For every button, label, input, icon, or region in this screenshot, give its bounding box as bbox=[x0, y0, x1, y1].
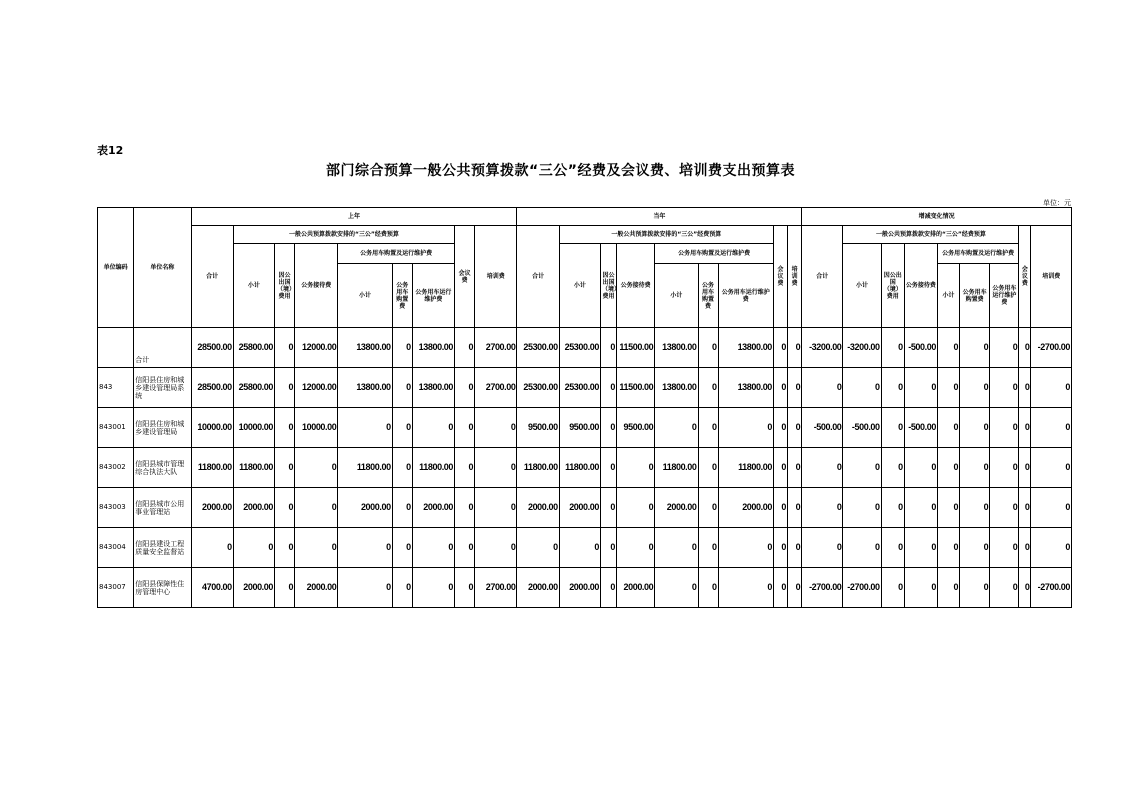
amount-cell: 0 bbox=[937, 408, 959, 448]
amount-cell: 0 bbox=[455, 408, 475, 448]
amount-cell: 0 bbox=[990, 328, 1019, 368]
amount-cell: 0 bbox=[843, 448, 881, 488]
amount-cell: -2700.00 bbox=[802, 568, 843, 608]
cur-training-header: 培训费 bbox=[788, 226, 802, 328]
amount-cell: 0 bbox=[412, 528, 454, 568]
chg-three-public-header: 一般公共预算拨款安排的“三公”经费预算 bbox=[843, 226, 1019, 244]
amount-cell: 0 bbox=[392, 328, 412, 368]
amount-cell: 0 bbox=[881, 368, 904, 408]
prev-vehicle-operation-header: 公务用车运行维护费 bbox=[412, 264, 454, 328]
prev-vehicle-header: 公务用车购置及运行维护费 bbox=[338, 244, 455, 264]
amount-cell: 0 bbox=[338, 528, 392, 568]
amount-cell: 0 bbox=[960, 568, 990, 608]
amount-cell: 25300.00 bbox=[559, 328, 600, 368]
unit-code-cell: 843001 bbox=[98, 408, 134, 448]
amount-cell: 12000.00 bbox=[295, 328, 338, 368]
amount-cell: 0 bbox=[960, 408, 990, 448]
amount-cell: 0 bbox=[1019, 488, 1031, 528]
chg-vehicle-purchase-header: 公务用车购置费 bbox=[960, 264, 990, 328]
unit-code-cell: 843003 bbox=[98, 488, 134, 528]
amount-cell: 25800.00 bbox=[233, 368, 274, 408]
unit-code-cell: 843002 bbox=[98, 448, 134, 488]
amount-cell: 0 bbox=[881, 448, 904, 488]
amount-cell: 25800.00 bbox=[233, 328, 274, 368]
amount-cell: 0 bbox=[904, 448, 937, 488]
amount-cell: 12000.00 bbox=[295, 368, 338, 408]
unit-name-cell: 信阳县城市公用事业管理站 bbox=[134, 488, 191, 528]
amount-cell: 0 bbox=[1019, 528, 1031, 568]
amount-cell: 0 bbox=[788, 368, 802, 408]
unit-code-cell: 843004 bbox=[98, 528, 134, 568]
amount-cell: 2000.00 bbox=[191, 488, 233, 528]
amount-cell: 11800.00 bbox=[233, 448, 274, 488]
amount-cell: 13800.00 bbox=[338, 368, 392, 408]
amount-cell: 0 bbox=[788, 568, 802, 608]
amount-cell: 0 bbox=[881, 528, 904, 568]
amount-cell: 0 bbox=[338, 568, 392, 608]
amount-cell: 0 bbox=[1019, 368, 1031, 408]
amount-cell: 0 bbox=[802, 528, 843, 568]
amount-cell: 0 bbox=[617, 488, 655, 528]
budget-table bbox=[97, 207, 1072, 608]
amount-cell: 28500.00 bbox=[191, 368, 233, 408]
amount-cell: 0 bbox=[655, 568, 698, 608]
amount-cell: 0 bbox=[960, 328, 990, 368]
amount-cell: 0 bbox=[802, 448, 843, 488]
amount-cell: 0 bbox=[773, 568, 787, 608]
amount-cell: 0 bbox=[275, 488, 295, 528]
amount-cell: 0 bbox=[412, 408, 454, 448]
amount-cell: 0 bbox=[904, 488, 937, 528]
amount-cell: 11800.00 bbox=[517, 448, 559, 488]
amount-cell: 0 bbox=[600, 488, 616, 528]
amount-cell: 0 bbox=[698, 528, 718, 568]
table-row bbox=[98, 408, 1072, 448]
amount-cell: 0 bbox=[1019, 328, 1031, 368]
amount-cell: 0 bbox=[275, 328, 295, 368]
amount-cell: 0 bbox=[295, 528, 338, 568]
amount-cell: 9500.00 bbox=[517, 408, 559, 448]
amount-cell: 0 bbox=[990, 528, 1019, 568]
amount-cell: 0 bbox=[960, 488, 990, 528]
unit-name-cell: 信阳县住房和城乡建设管理局系统 bbox=[134, 368, 191, 408]
amount-cell: -500.00 bbox=[904, 408, 937, 448]
amount-cell: 0 bbox=[990, 568, 1019, 608]
amount-cell: 0 bbox=[392, 488, 412, 528]
unit-name-cell: 信阳县住房和城乡建设管理局 bbox=[134, 408, 191, 448]
unit-name-cell: 合计 bbox=[134, 328, 191, 368]
amount-cell: -2700.00 bbox=[843, 568, 881, 608]
amount-cell: 25300.00 bbox=[517, 328, 559, 368]
amount-cell: 0 bbox=[517, 528, 559, 568]
prev-meeting-header: 会议费 bbox=[455, 226, 475, 328]
amount-cell: 0 bbox=[773, 328, 787, 368]
header-row-sections bbox=[98, 226, 1072, 244]
amount-cell: 0 bbox=[698, 568, 718, 608]
amount-cell: 0 bbox=[455, 568, 475, 608]
amount-cell: 0 bbox=[392, 528, 412, 568]
table-row bbox=[98, 448, 1072, 488]
unit-label: 单位：元 bbox=[1043, 199, 1071, 207]
prev-training-header: 培训费 bbox=[475, 226, 517, 328]
prev-total-header: 合计 bbox=[191, 226, 233, 328]
amount-cell: 0 bbox=[773, 368, 787, 408]
amount-cell: 0 bbox=[275, 528, 295, 568]
prev-subtotal-header: 小计 bbox=[233, 244, 274, 328]
amount-cell: 0 bbox=[600, 368, 616, 408]
amount-cell: 0 bbox=[843, 528, 881, 568]
amount-cell: 0 bbox=[698, 488, 718, 528]
amount-cell: -3200.00 bbox=[802, 328, 843, 368]
amount-cell: -500.00 bbox=[802, 408, 843, 448]
amount-cell: 0 bbox=[937, 488, 959, 528]
chg-abroad-header: 因公出国（境）费用 bbox=[881, 244, 904, 328]
amount-cell: 0 bbox=[990, 448, 1019, 488]
amount-cell: 2000.00 bbox=[617, 568, 655, 608]
unit-name-cell: 信阳县建设工程质量安全监督站 bbox=[134, 528, 191, 568]
table-body bbox=[98, 328, 1072, 608]
amount-cell: 0 bbox=[275, 408, 295, 448]
amount-cell: 2000.00 bbox=[295, 568, 338, 608]
amount-cell: 2000.00 bbox=[559, 488, 600, 528]
cur-reception-header: 公务接待费 bbox=[617, 244, 655, 328]
amount-cell: 0 bbox=[617, 448, 655, 488]
amount-cell: 0 bbox=[788, 448, 802, 488]
amount-cell: 0 bbox=[475, 448, 517, 488]
amount-cell: 0 bbox=[843, 368, 881, 408]
amount-cell: 0 bbox=[937, 448, 959, 488]
amount-cell: 13800.00 bbox=[412, 328, 454, 368]
amount-cell: 0 bbox=[600, 568, 616, 608]
amount-cell: 0 bbox=[392, 448, 412, 488]
amount-cell: 0 bbox=[990, 408, 1019, 448]
amount-cell: 0 bbox=[718, 408, 773, 448]
amount-cell: 2700.00 bbox=[475, 368, 517, 408]
amount-cell: 28500.00 bbox=[191, 328, 233, 368]
amount-cell: 0 bbox=[600, 528, 616, 568]
cur-abroad-header: 因公出国（境）费用 bbox=[600, 244, 616, 328]
amount-cell: 0 bbox=[881, 568, 904, 608]
cur-vehicle-subtotal-header: 小计 bbox=[655, 264, 698, 328]
chg-subtotal-header: 小计 bbox=[843, 244, 881, 328]
amount-cell: 0 bbox=[904, 528, 937, 568]
amount-cell: 9500.00 bbox=[617, 408, 655, 448]
amount-cell: 2000.00 bbox=[517, 488, 559, 528]
amount-cell: 0 bbox=[990, 368, 1019, 408]
amount-cell: 11800.00 bbox=[559, 448, 600, 488]
amount-cell: 0 bbox=[655, 528, 698, 568]
unit-code-cell bbox=[98, 328, 134, 368]
amount-cell: 0 bbox=[802, 488, 843, 528]
amount-cell: 0 bbox=[392, 568, 412, 608]
amount-cell: 0 bbox=[937, 328, 959, 368]
cur-subtotal-header: 小计 bbox=[559, 244, 600, 328]
amount-cell: 0 bbox=[802, 368, 843, 408]
amount-cell: 2000.00 bbox=[655, 488, 698, 528]
amount-cell: 25300.00 bbox=[517, 368, 559, 408]
amount-cell: 0 bbox=[600, 328, 616, 368]
amount-cell: 9500.00 bbox=[559, 408, 600, 448]
unit-name-header: 单位名称 bbox=[134, 208, 191, 328]
amount-cell: 0 bbox=[275, 368, 295, 408]
amount-cell: 0 bbox=[191, 528, 233, 568]
amount-cell: 0 bbox=[338, 408, 392, 448]
amount-cell: 0 bbox=[788, 528, 802, 568]
amount-cell: 0 bbox=[1031, 488, 1072, 528]
amount-cell: 0 bbox=[392, 408, 412, 448]
amount-cell: 13800.00 bbox=[412, 368, 454, 408]
prev-year-header: 上年 bbox=[191, 208, 517, 226]
amount-cell: 0 bbox=[698, 448, 718, 488]
amount-cell: 2000.00 bbox=[559, 568, 600, 608]
amount-cell: 0 bbox=[1031, 448, 1072, 488]
amount-cell: 0 bbox=[1031, 528, 1072, 568]
header-row-subsections bbox=[98, 244, 1072, 264]
amount-cell: 0 bbox=[698, 408, 718, 448]
unit-code-cell: 843007 bbox=[98, 568, 134, 608]
amount-cell: 0 bbox=[773, 408, 787, 448]
amount-cell: 0 bbox=[698, 328, 718, 368]
amount-cell: 13800.00 bbox=[718, 328, 773, 368]
prev-vehicle-subtotal-header: 小计 bbox=[338, 264, 392, 328]
amount-cell: 0 bbox=[455, 488, 475, 528]
amount-cell: 0 bbox=[904, 368, 937, 408]
amount-cell: 0 bbox=[455, 328, 475, 368]
change-header: 增减变化情况 bbox=[802, 208, 1072, 226]
amount-cell: 2000.00 bbox=[412, 488, 454, 528]
amount-cell: -500.00 bbox=[843, 408, 881, 448]
cur-vehicle-operation-header: 公务用车运行维护费 bbox=[718, 264, 773, 328]
amount-cell: 0 bbox=[455, 528, 475, 568]
amount-cell: 0 bbox=[773, 448, 787, 488]
amount-cell: 0 bbox=[843, 488, 881, 528]
document-title: 部门综合预算一般公共预算拨款“三公”经费及会议费、培训费支出预算表 bbox=[326, 163, 795, 179]
amount-cell: 0 bbox=[698, 368, 718, 408]
amount-cell: 0 bbox=[773, 488, 787, 528]
cur-vehicle-header: 公务用车购置及运行维护费 bbox=[655, 244, 774, 264]
amount-cell: 0 bbox=[475, 408, 517, 448]
amount-cell: 0 bbox=[455, 448, 475, 488]
amount-cell: 0 bbox=[600, 448, 616, 488]
table-row bbox=[98, 368, 1072, 408]
amount-cell: 0 bbox=[881, 488, 904, 528]
amount-cell: 10000.00 bbox=[233, 408, 274, 448]
amount-cell: -2700.00 bbox=[1031, 328, 1072, 368]
unit-code-cell: 843 bbox=[98, 368, 134, 408]
cur-vehicle-purchase-header: 公务用车购置费 bbox=[698, 264, 718, 328]
amount-cell: 0 bbox=[718, 568, 773, 608]
amount-cell: 0 bbox=[412, 568, 454, 608]
unit-name-cell: 信阳县保障性住房管理中心 bbox=[134, 568, 191, 608]
amount-cell: 13800.00 bbox=[655, 368, 698, 408]
amount-cell: 2000.00 bbox=[517, 568, 559, 608]
amount-cell: 0 bbox=[600, 408, 616, 448]
cur-three-public-header: 一般公共预算拨款安排的“三公”经费预算 bbox=[559, 226, 773, 244]
amount-cell: 11800.00 bbox=[338, 448, 392, 488]
amount-cell: 0 bbox=[881, 408, 904, 448]
amount-cell: 0 bbox=[475, 528, 517, 568]
amount-cell: 11800.00 bbox=[655, 448, 698, 488]
amount-cell: -3200.00 bbox=[843, 328, 881, 368]
current-year-header: 当年 bbox=[517, 208, 802, 226]
amount-cell: -2700.00 bbox=[1031, 568, 1072, 608]
chg-total-header: 合计 bbox=[802, 226, 843, 328]
amount-cell: -500.00 bbox=[904, 328, 937, 368]
chg-reception-header: 公务接待费 bbox=[904, 244, 937, 328]
amount-cell: 10000.00 bbox=[191, 408, 233, 448]
amount-cell: 0 bbox=[904, 568, 937, 608]
amount-cell: 2700.00 bbox=[475, 328, 517, 368]
amount-cell: 0 bbox=[275, 448, 295, 488]
amount-cell: 11800.00 bbox=[412, 448, 454, 488]
table-row bbox=[98, 528, 1072, 568]
amount-cell: 0 bbox=[1031, 408, 1072, 448]
amount-cell: 11800.00 bbox=[191, 448, 233, 488]
amount-cell: 25300.00 bbox=[559, 368, 600, 408]
amount-cell: 2000.00 bbox=[233, 568, 274, 608]
amount-cell: 13800.00 bbox=[338, 328, 392, 368]
amount-cell: 0 bbox=[990, 488, 1019, 528]
total-row bbox=[98, 328, 1072, 368]
amount-cell: 0 bbox=[392, 368, 412, 408]
amount-cell: 0 bbox=[937, 528, 959, 568]
table-row bbox=[98, 568, 1072, 608]
amount-cell: 0 bbox=[788, 488, 802, 528]
unit-code-header: 单位编码 bbox=[98, 208, 134, 328]
prev-abroad-header: 因公出国（境）费用 bbox=[275, 244, 295, 328]
amount-cell: 0 bbox=[718, 528, 773, 568]
chg-training-header: 培训费 bbox=[1031, 226, 1072, 328]
amount-cell: 0 bbox=[1019, 448, 1031, 488]
amount-cell: 13800.00 bbox=[655, 328, 698, 368]
amount-cell: 0 bbox=[475, 488, 517, 528]
chg-meeting-header: 会议费 bbox=[1019, 226, 1031, 328]
amount-cell: 0 bbox=[617, 528, 655, 568]
prev-vehicle-purchase-header: 公务用车购置费 bbox=[392, 264, 412, 328]
header-row-groups bbox=[98, 208, 1072, 226]
amount-cell: 11500.00 bbox=[617, 368, 655, 408]
amount-cell: 4700.00 bbox=[191, 568, 233, 608]
amount-cell: 0 bbox=[788, 328, 802, 368]
amount-cell: 2000.00 bbox=[338, 488, 392, 528]
amount-cell: 2700.00 bbox=[475, 568, 517, 608]
amount-cell: 2000.00 bbox=[233, 488, 274, 528]
amount-cell: 0 bbox=[455, 368, 475, 408]
table-number-label: 表12 bbox=[97, 144, 124, 157]
chg-vehicle-header: 公务用车购置及运行维护费 bbox=[937, 244, 1018, 264]
amount-cell: 0 bbox=[960, 448, 990, 488]
amount-cell: 2000.00 bbox=[718, 488, 773, 528]
amount-cell: 0 bbox=[881, 328, 904, 368]
amount-cell: 0 bbox=[788, 408, 802, 448]
amount-cell: 0 bbox=[1019, 408, 1031, 448]
amount-cell: 10000.00 bbox=[295, 408, 338, 448]
amount-cell: 0 bbox=[295, 448, 338, 488]
amount-cell: 0 bbox=[1031, 368, 1072, 408]
amount-cell: 11800.00 bbox=[718, 448, 773, 488]
prev-reception-header: 公务接待费 bbox=[295, 244, 338, 328]
amount-cell: 0 bbox=[1019, 568, 1031, 608]
amount-cell: 0 bbox=[937, 368, 959, 408]
amount-cell: 0 bbox=[960, 528, 990, 568]
unit-name-cell: 信阳县城市管理综合执法大队 bbox=[134, 448, 191, 488]
amount-cell: 0 bbox=[275, 568, 295, 608]
cur-total-header: 合计 bbox=[517, 226, 559, 328]
amount-cell: 0 bbox=[960, 368, 990, 408]
amount-cell: 0 bbox=[655, 408, 698, 448]
amount-cell: 0 bbox=[233, 528, 274, 568]
chg-vehicle-operation-header: 公务用车运行维护费 bbox=[990, 264, 1019, 328]
amount-cell: 11500.00 bbox=[617, 328, 655, 368]
cur-meeting-header: 会议费 bbox=[773, 226, 787, 328]
amount-cell: 0 bbox=[295, 488, 338, 528]
chg-vehicle-subtotal-header: 小计 bbox=[937, 264, 959, 328]
table-row bbox=[98, 488, 1072, 528]
amount-cell: 0 bbox=[773, 528, 787, 568]
amount-cell: 0 bbox=[559, 528, 600, 568]
amount-cell: 0 bbox=[937, 568, 959, 608]
amount-cell: 13800.00 bbox=[718, 368, 773, 408]
prev-three-public-header: 一般公共预算拨款安排的“三公”经费预算 bbox=[233, 226, 454, 244]
